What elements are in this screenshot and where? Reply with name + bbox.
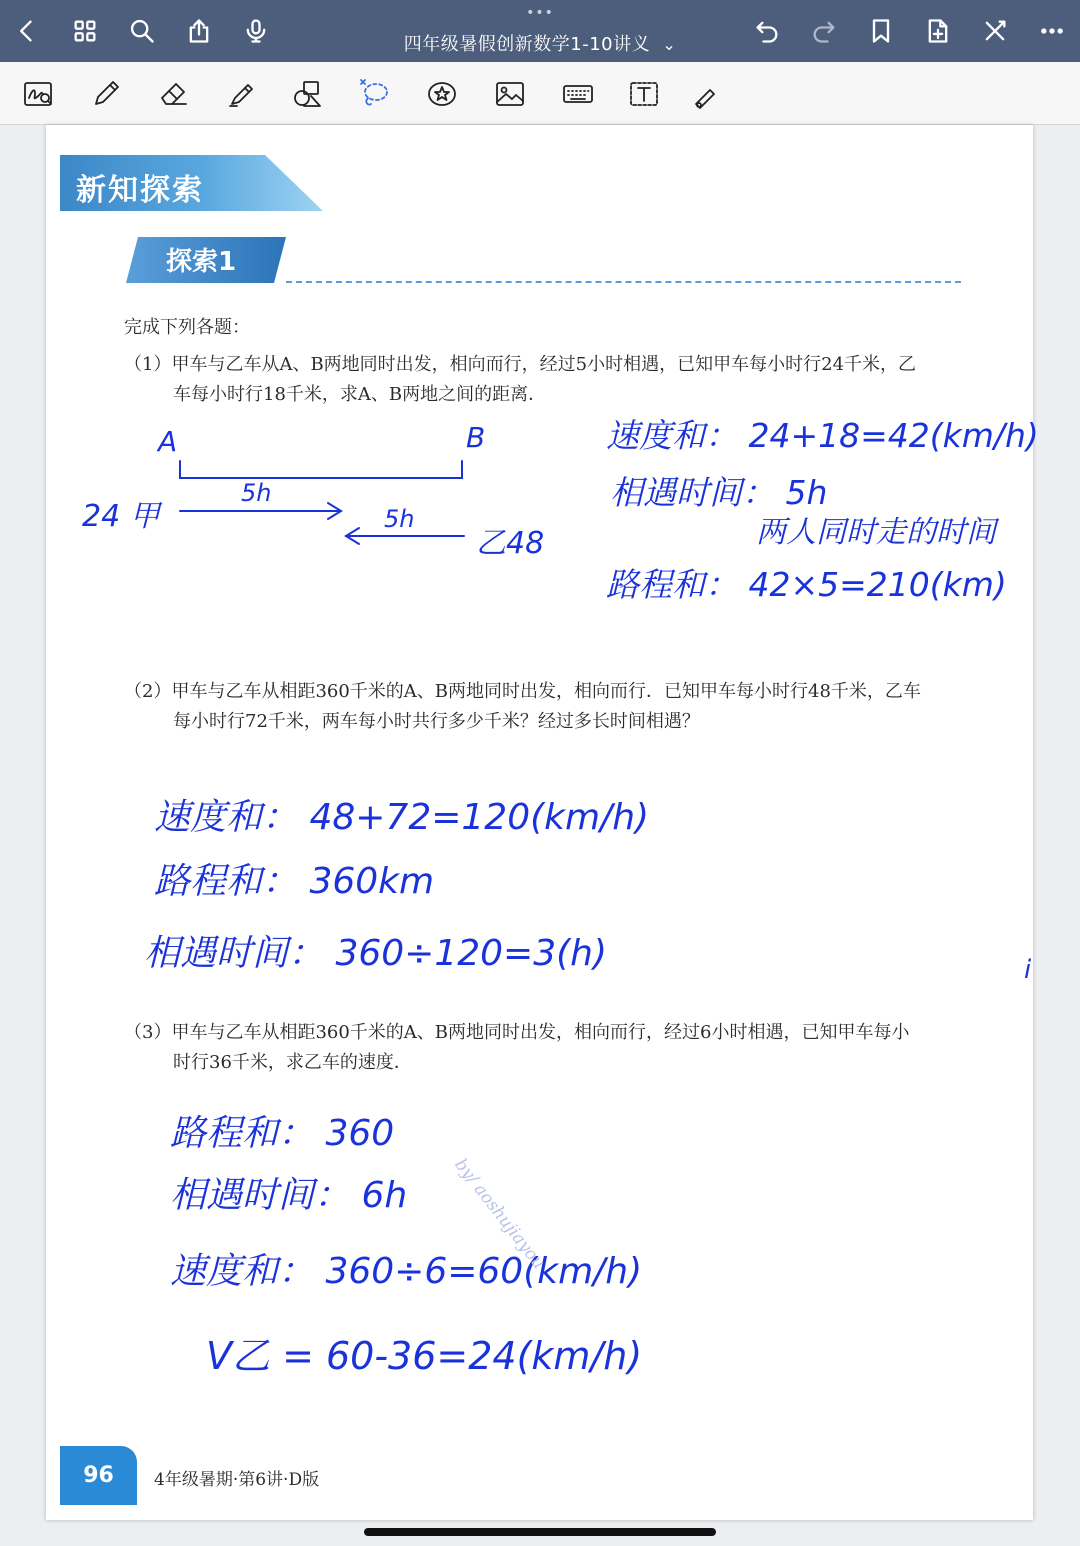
- question-1: [124, 350, 916, 410]
- document-title-text[interactable]: 四年级暑假创新数学1-10讲义: [403, 34, 651, 55]
- shapes-icon[interactable]: [288, 74, 328, 114]
- question-2-line-2: 每小时行72千米，两车每小时共行多少千米？经过多长时间相遇？: [173, 711, 700, 732]
- question-3-line-2: 时行36千米，求乙车的速度．: [173, 1052, 412, 1073]
- page-footer-text: 4年级暑期·第6讲·D版: [154, 1470, 320, 1490]
- answer-2-speed-sum: 速度和： 48+72=120(km/h): [154, 797, 650, 838]
- answer-3-speed-sum: 速度和： 360÷6=60(km/h): [170, 1251, 643, 1292]
- redo-icon[interactable]: [807, 12, 841, 50]
- laser-pointer-icon[interactable]: [684, 74, 724, 114]
- close-toolbar-icon[interactable]: [978, 12, 1012, 50]
- handwriting-zoom-icon[interactable]: [18, 74, 58, 114]
- answer-3-distance-sum: 路程和： 360: [170, 1113, 395, 1154]
- answer-1-speed-sum: 速度和： 24+18=42(km/h): [606, 416, 1039, 455]
- diagram-label-a: A: [158, 425, 178, 458]
- eraser-icon[interactable]: [154, 74, 194, 114]
- text-box-icon[interactable]: [624, 74, 664, 114]
- question-1-line-1: 甲车与乙车从A、B两地同时出发，相向而行，经过5小时相遇，已知甲车每小时行24千米，乙: [171, 354, 917, 375]
- answer-3-meeting-time: 相遇时间： 6h: [170, 1175, 408, 1216]
- keyboard-icon[interactable]: [558, 74, 598, 114]
- drawing-toolbar: [0, 62, 1080, 125]
- answer-1-note: 两人同时走的时间: [756, 515, 996, 550]
- subsection-title: 探索1: [166, 247, 237, 277]
- question-1-line-2: 车每小时行18千米，求A、B两地之间的距离．: [173, 384, 547, 405]
- more-options-icon[interactable]: [1035, 12, 1069, 50]
- question-3-label: （3）: [124, 1022, 172, 1043]
- diagram-label-jia-time: 5h: [241, 479, 272, 507]
- highlighter-icon[interactable]: [222, 74, 262, 114]
- add-page-icon[interactable]: [921, 12, 955, 50]
- question-3: [124, 1018, 909, 1078]
- chevron-down-icon[interactable]: ⌄: [662, 35, 677, 54]
- question-3-line-1: 甲车与乙车从相距360千米的A、B两地同时出发，相向而行，经过6小时相遇，已知甲车每小: [171, 1022, 910, 1043]
- top-nav-bar: [0, 0, 1080, 62]
- diagram-label-yi-time: 5h: [384, 505, 415, 533]
- answer-2-meeting-time: 相遇时间： 360÷120=3(h): [144, 933, 608, 974]
- undo-icon[interactable]: [750, 12, 784, 50]
- question-2-line-1: 甲车与乙车从相距360千米的A、B两地同时出发，相向而行．已知甲车每小时行48千米，乙车: [171, 681, 921, 702]
- diagram-label-yi-speed: 乙48: [476, 526, 545, 561]
- page-number-badge: 96: [60, 1446, 137, 1505]
- stray-handwriting-mark: i: [1024, 955, 1032, 985]
- diagram-label-jia-speed: 24 甲: [82, 499, 160, 534]
- dashed-divider: [286, 281, 961, 283]
- bookmark-icon[interactable]: [864, 12, 898, 50]
- question-2-label: （2）: [124, 681, 172, 702]
- answer-1-meeting-time: 相遇时间： 5h: [610, 473, 828, 512]
- home-indicator[interactable]: [364, 1528, 716, 1536]
- pen-icon[interactable]: [86, 74, 126, 114]
- diagram-label-b: B: [466, 421, 486, 454]
- question-2: [124, 677, 921, 737]
- answer-2-distance-sum: 路程和： 360km: [154, 861, 435, 902]
- instruction-text: 完成下列各题：: [124, 317, 250, 338]
- document-page[interactable]: [46, 125, 1039, 1520]
- window-more-dots[interactable]: •••: [526, 5, 554, 21]
- distance-segment-line: [180, 461, 462, 478]
- lasso-icon[interactable]: [354, 74, 394, 114]
- sticker-icon[interactable]: [422, 74, 462, 114]
- image-icon[interactable]: [490, 74, 530, 114]
- watermark-text: by/ aoshujiayou: [450, 1155, 549, 1274]
- section-title: 新知探索: [76, 173, 204, 208]
- answer-3-yi-speed: V乙 = 60-36=24(km/h): [206, 1334, 643, 1378]
- answer-1-distance-sum: 路程和： 42×5=210(km): [606, 565, 1007, 604]
- question-1-label: （1）: [124, 354, 172, 375]
- document-title[interactable]: [0, 30, 1080, 56]
